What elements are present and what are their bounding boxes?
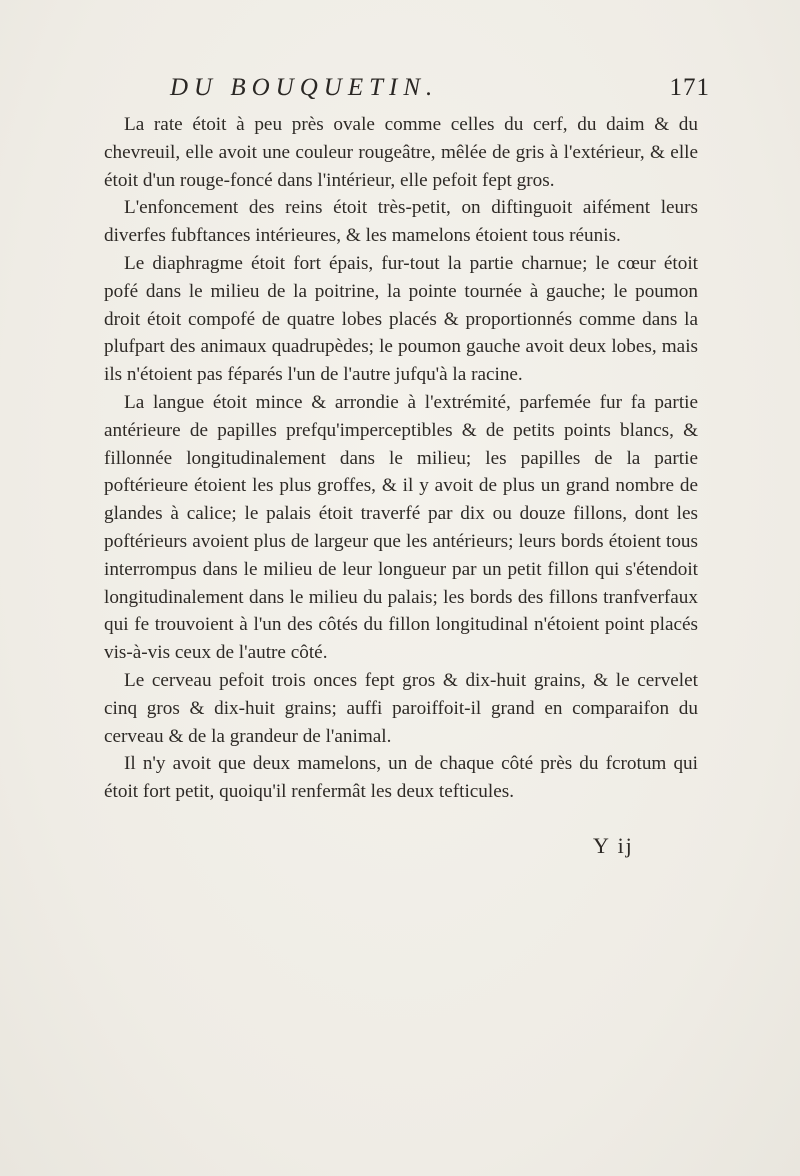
running-header bbox=[170, 74, 710, 108]
page-number: 171 bbox=[669, 74, 710, 101]
paragraph-diaphragm: Le diaphragme étoit fort épais, fur-tout la partie charnue; le cœur étoit pofé dans le milieu de la poitrine, la pointe tournée à gauche; le poumon droit étoit compofé de quatre lobes placés & proportionnés comme dans la plufpart des animaux quadrupèdes; le poumon gauche avoit deux lobes, mais ils n'étoient pas féparés l'un de l'autre jufqu'à la racine. bbox=[104, 252, 698, 386]
paragraph-brain: Le cerveau pefoit trois onces fept gros & dix-huit grains, & le cervelet cinq gros & dix-huit grains; auffi paroiffoit-il grand en comparaifon du cerveau & de la grandeur de l'animal. bbox=[104, 669, 698, 747]
paragraph-tongue: La langue étoit mince & arrondie à l'extrémité, parfemée fur fa partie antérieure de papilles prefqu'imperceptibles & de petits points blancs, & fillonnée longitudinalement dans le milieu; les papilles de la partie poftérieure étoient les plus groffes, & il y avoit de plus un grand nombre de glandes à calice; le palais étoit traverfé par dix ou douze fillons, dont les poftérieurs avoient plus de largeur que les antérieurs; leurs bords étoient tous interrompus dans le milieu de leur longueur par un petit fillon qui s'étendoit longitudinalement dans le milieu du palais; les bords des fillons tranfverfaux qui fe trouvoient à l'un des côtés du fillon longitudinal n'étoient point placés vis-à-vis ceux de l'autre côté. bbox=[104, 391, 698, 664]
paragraph-spleen: La rate étoit à peu près ovale comme celles du cerf, du daim & du chevreuil, elle avoit une couleur rougeâtre, mêlée de gris à l'extérieur, & elle étoit d'un rouge-foncé dans l'intérieur, elle pefoit fept gros. bbox=[104, 114, 698, 191]
body-text bbox=[104, 111, 698, 806]
paragraph-kidneys: L'enfoncement des reins étoit très-petit, on diftinguoit aifément leurs diverfes fubftances intérieures, & les mamelons étoient tous réunis. bbox=[104, 197, 698, 247]
paragraph-mamelons: Il n'y avoit que deux mamelons, un de chaque côté près du fcrotum qui étoit fort petit, quoiqu'il renfermât les deux tefticules. bbox=[104, 753, 698, 803]
running-title: DU BOUQUETIN. bbox=[170, 74, 439, 101]
signature-mark: Y ij bbox=[593, 833, 634, 858]
